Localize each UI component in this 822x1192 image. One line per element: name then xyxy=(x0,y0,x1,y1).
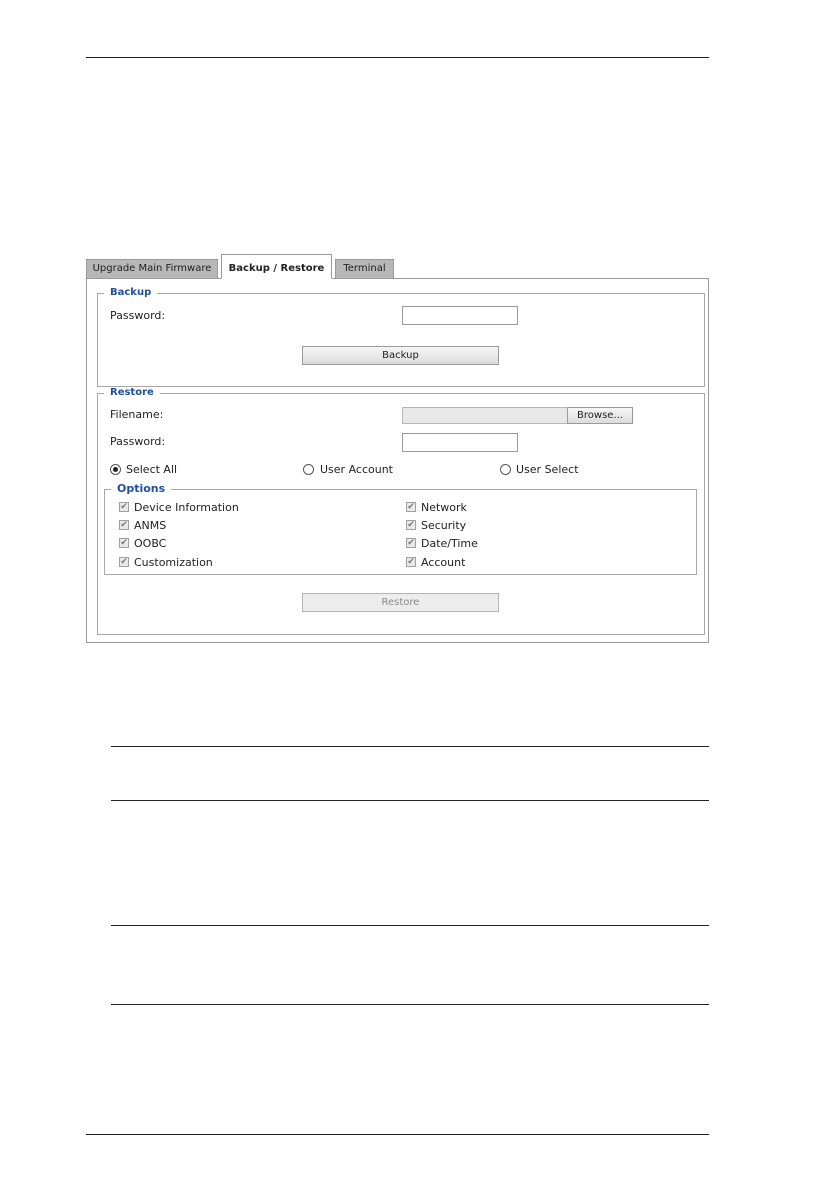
radio-select-all[interactable] xyxy=(110,464,121,475)
option-date-time-label[interactable]: Date/Time xyxy=(421,537,478,550)
tab-upgrade-main-firmware[interactable]: Upgrade Main Firmware xyxy=(86,259,218,278)
option-account-label[interactable]: Account xyxy=(421,556,466,569)
radio-user-account[interactable] xyxy=(303,464,314,475)
radio-user-account-label[interactable]: User Account xyxy=(320,463,393,476)
checkbox-customization[interactable] xyxy=(119,557,129,567)
checkbox-anms[interactable] xyxy=(119,520,129,530)
restore-legend: Restore xyxy=(110,387,154,398)
page-bottom-rule xyxy=(86,1134,709,1135)
note-rule-4 xyxy=(111,1004,709,1005)
browse-button[interactable]: Browse... xyxy=(567,407,633,424)
note-rule-3 xyxy=(111,925,709,926)
checkbox-network[interactable] xyxy=(406,502,416,512)
backup-legend: Backup xyxy=(110,287,152,298)
tab-backup-restore[interactable]: Backup / Restore xyxy=(221,254,332,279)
restore-filename-field[interactable] xyxy=(402,407,633,424)
restore-password-input[interactable] xyxy=(402,433,518,452)
option-device-information-label[interactable]: Device Information xyxy=(134,501,239,514)
checkbox-date-time[interactable] xyxy=(406,538,416,548)
option-network-label[interactable]: Network xyxy=(421,501,467,514)
radio-user-select[interactable] xyxy=(500,464,511,475)
tab-terminal[interactable]: Terminal xyxy=(335,259,394,278)
option-oobc-label[interactable]: OOBC xyxy=(134,537,167,550)
checkbox-security[interactable] xyxy=(406,520,416,530)
backup-group xyxy=(97,287,705,387)
checkbox-oobc[interactable] xyxy=(119,538,129,548)
page-top-rule xyxy=(86,57,709,58)
checkbox-account[interactable] xyxy=(406,557,416,567)
note-rule-1 xyxy=(111,746,709,747)
radio-user-select-label[interactable]: User Select xyxy=(516,463,579,476)
option-security-label[interactable]: Security xyxy=(421,519,467,532)
backup-button[interactable]: Backup xyxy=(302,346,499,365)
option-anms-label[interactable]: ANMS xyxy=(134,519,167,532)
checkbox-device-information[interactable] xyxy=(119,502,129,512)
note-rule-2 xyxy=(111,800,709,801)
options-legend: Options xyxy=(117,482,166,495)
backup-restore-panel xyxy=(86,278,709,643)
restore-button[interactable]: Restore xyxy=(302,593,499,612)
backup-password-label: Password: xyxy=(110,309,166,322)
backup-password-input[interactable] xyxy=(402,306,518,325)
restore-filename-label: Filename: xyxy=(110,408,164,421)
radio-select-all-label[interactable]: Select All xyxy=(126,463,178,476)
option-customization-label[interactable]: Customization xyxy=(134,556,213,569)
restore-password-label: Password: xyxy=(110,435,166,448)
